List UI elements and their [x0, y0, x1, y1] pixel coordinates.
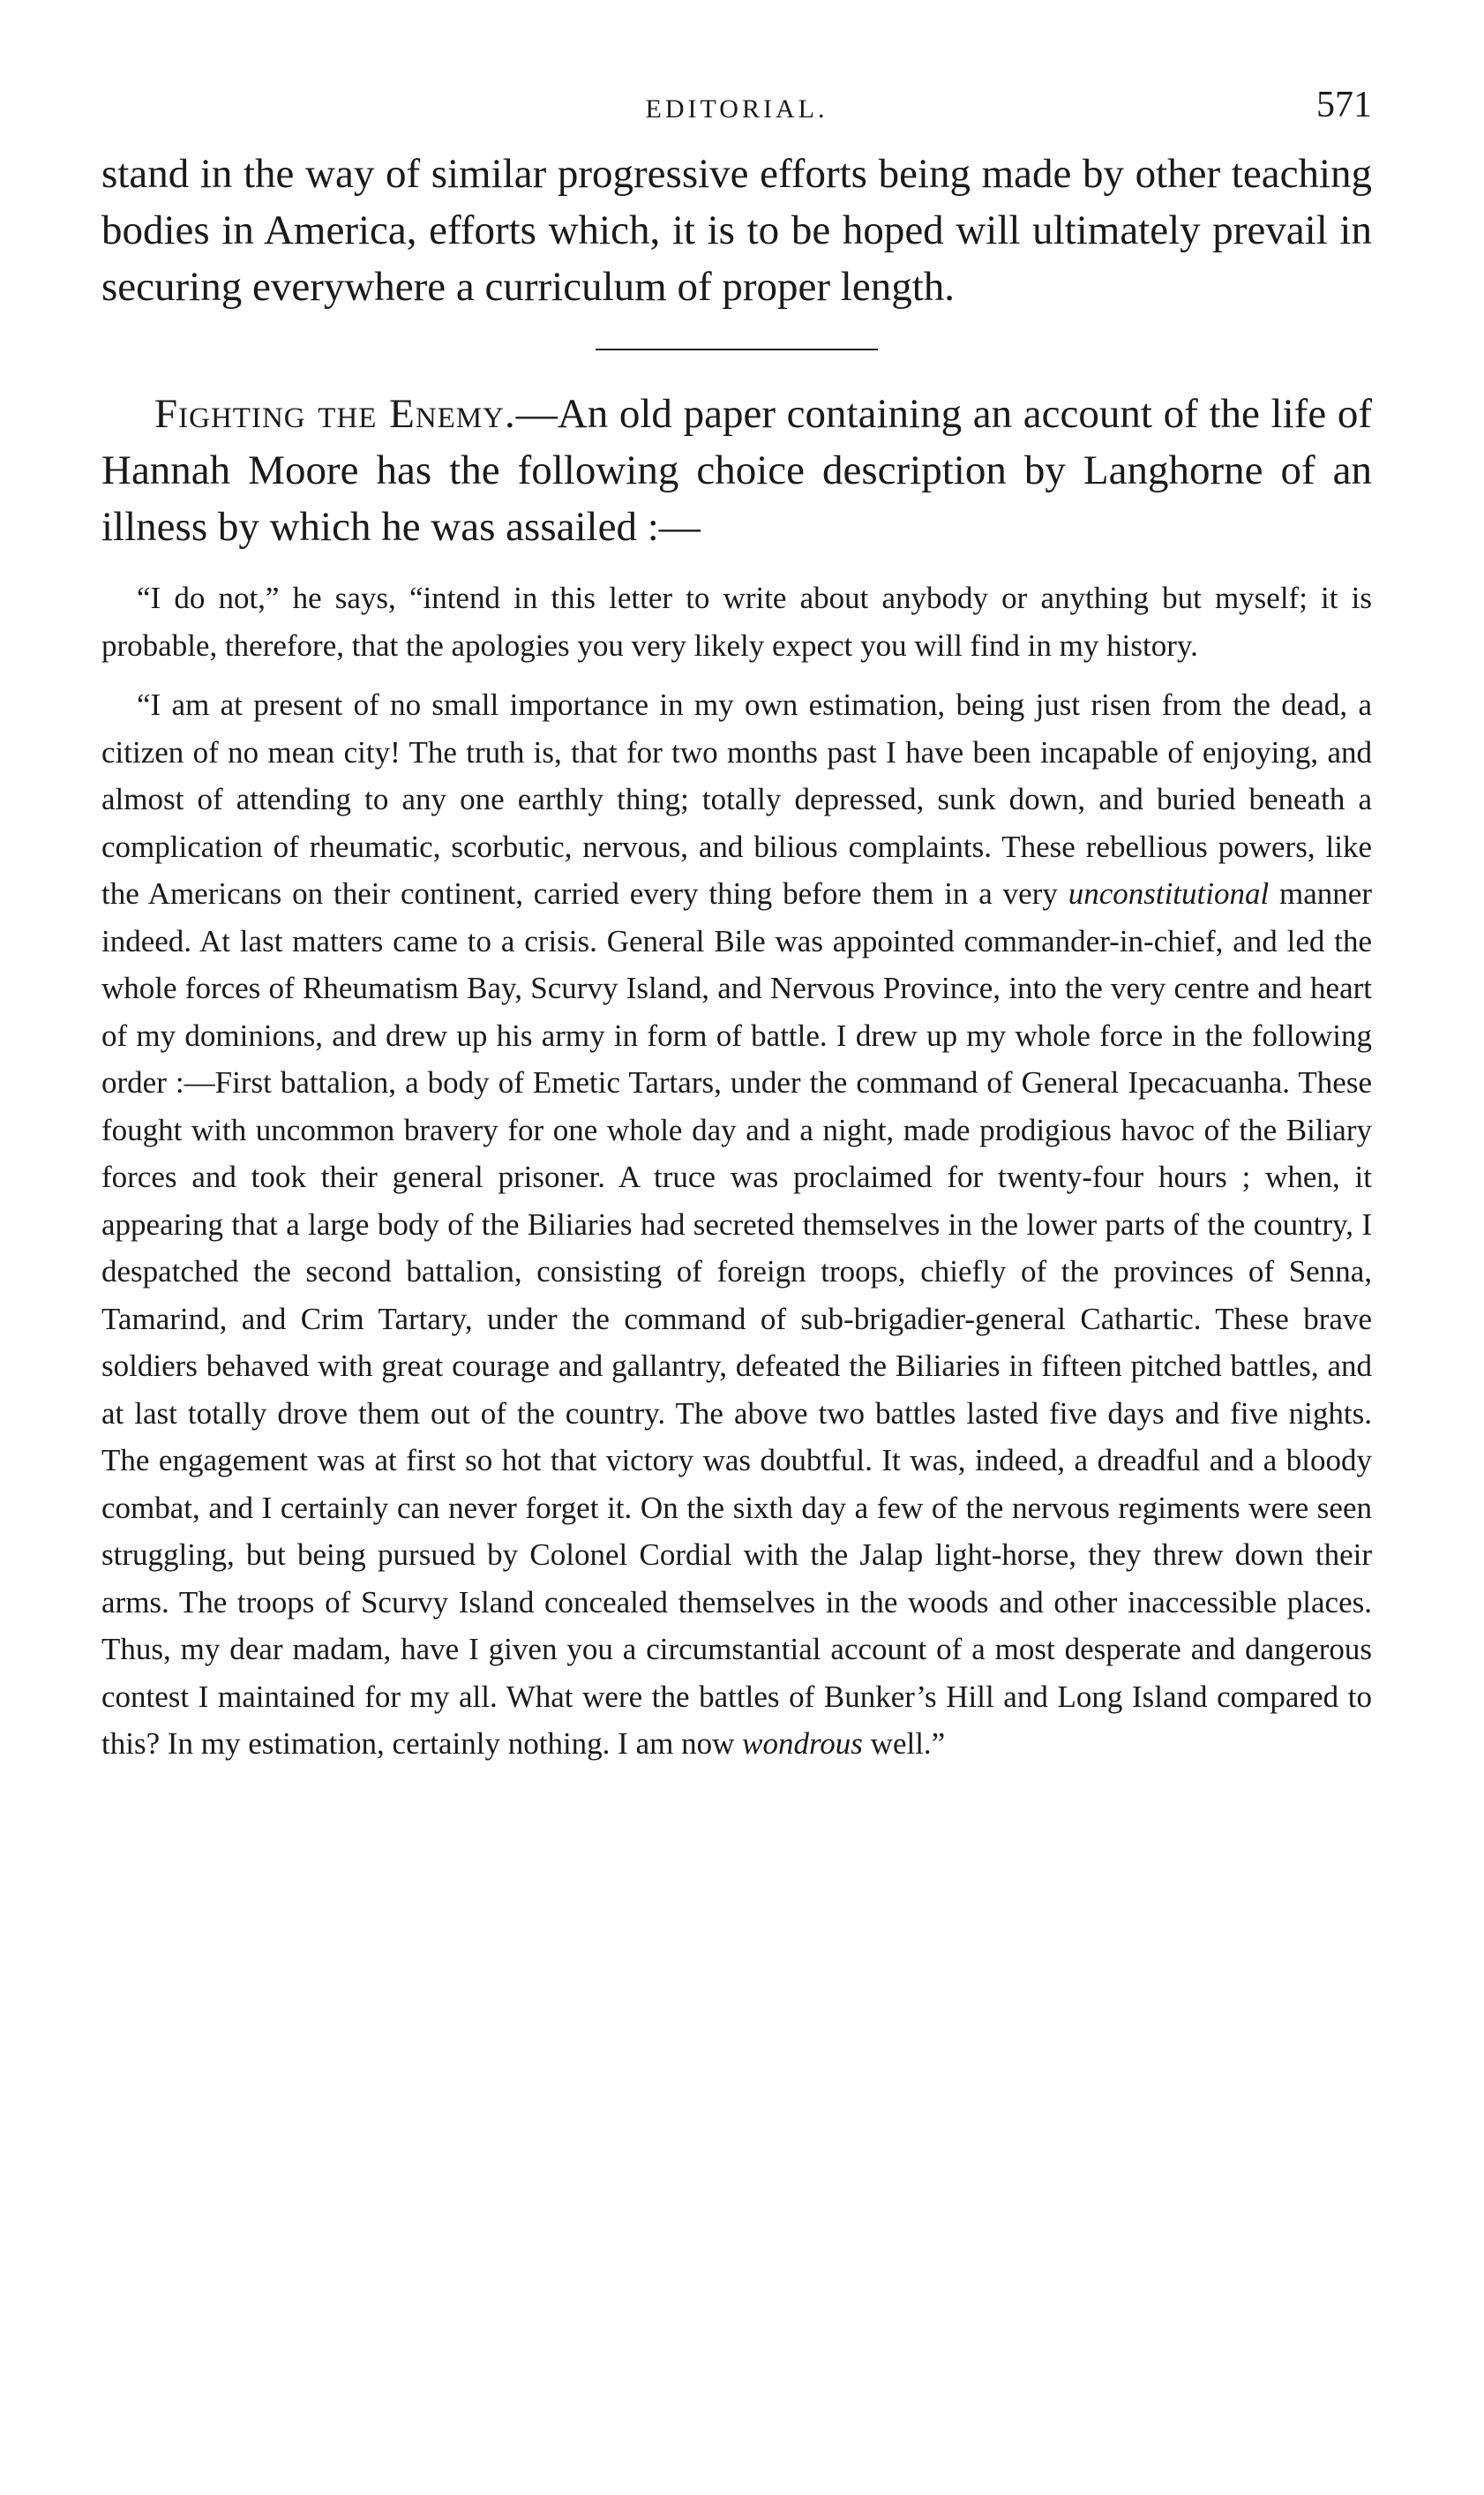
running-header: [101, 84, 1372, 137]
quote-emphasis-wondrous: wondrous: [742, 1726, 863, 1761]
document-page: [101, 84, 1372, 1768]
quote-text-part-2: manner indeed. At last matters came to a crisis. General Bile was appointed commander-in-chief, and led the whole forces of Rheumatism Bay, Scurvy Island, and Nervous Province, into the very centre and heart of my dominions, and drew up his army in form of battle. I drew up my whole force in the following order :—First battalion, a body of Emetic Tartars, under the command of General Ipecacuanha. These fought with uncommon bravery for one whole day and a night, made prodigious havoc of the Biliary forces and took their general prisoner. A truce was proclaimed for twenty-four hours ; when, it appearing that a large body of the Biliaries had secreted themselves in the lower parts of the country, I despatched the second battalion, consisting of foreign troops, chiefly of the provinces of Senna, Tamarind, and Crim Tartary, under the command of sub-brigadier-general Cathartic. These brave soldiers behaved with great courage and gallantry, defeated the Biliaries in fifteen pitched battles, and at last totally drove them out of the country. The above two battles lasted five days and five nights. The engagement was at first so hot that victory was doubtful. It was, indeed, a dreadful and a bloody combat, and I certainly can never forget it. On the sixth day a few of the nervous regiments were seen struggling, but being pursued by Colonel Cordial with the Jalap light-horse, they threw down their arms. The troops of Scurvy Island concealed themselves in the woods and other inaccessible places. Thus, my dear madam, have I given you a circumstantial account of a most desperate and dangerous contest I maintained for my all. What were the battles of Bunker’s Hill and Long Island compared to this? In my estimation, certainly nothing. I am now: [101, 876, 1372, 1761]
quote-text-part-3: well.”: [862, 1726, 946, 1761]
quote-paragraph-1: “I do not,” he says, “intend in this letter to write about anybody or anything but myself; it is probable, therefore, that the apologies you very likely expect you will find in my history.: [101, 581, 1372, 663]
article-intro-paragraph: [101, 386, 1372, 555]
section-divider: [596, 349, 878, 350]
quote-text-part-1: “I am at present of no small importance in my own estimation, being just risen from the dead, a citizen of no mean city! The truth is, that for two months past I have been incapable of enjoying, and almost of attending to any one earthly thing; totally depressed, sunk down, and buried beneath a complication of rheumatic, scorbutic, nervous, and bilious complaints. These rebellious powers, like the Americans on their continent, carried every thing before them in a very: [101, 688, 1372, 911]
quote-emphasis-unconstitutional: unconstitutional: [1068, 876, 1270, 911]
article-intro: —An old paper containing an account of the life of Hannah Moore has the following choice description by Langhorne of an illness by which he was assailed :—: [101, 391, 1373, 550]
page-number: 571: [1316, 85, 1372, 125]
quote-paragraph-2: [101, 681, 1372, 1768]
running-title: EDITORIAL.: [645, 94, 828, 124]
continued-paragraph: stand in the way of similar progressive efforts being made by other teaching bodies in America, efforts which, it is to be hoped will ultimately prevail in securing everywhere a curriculum of proper length.: [101, 151, 1372, 310]
article-title: Fighting the Enemy.: [154, 391, 516, 437]
